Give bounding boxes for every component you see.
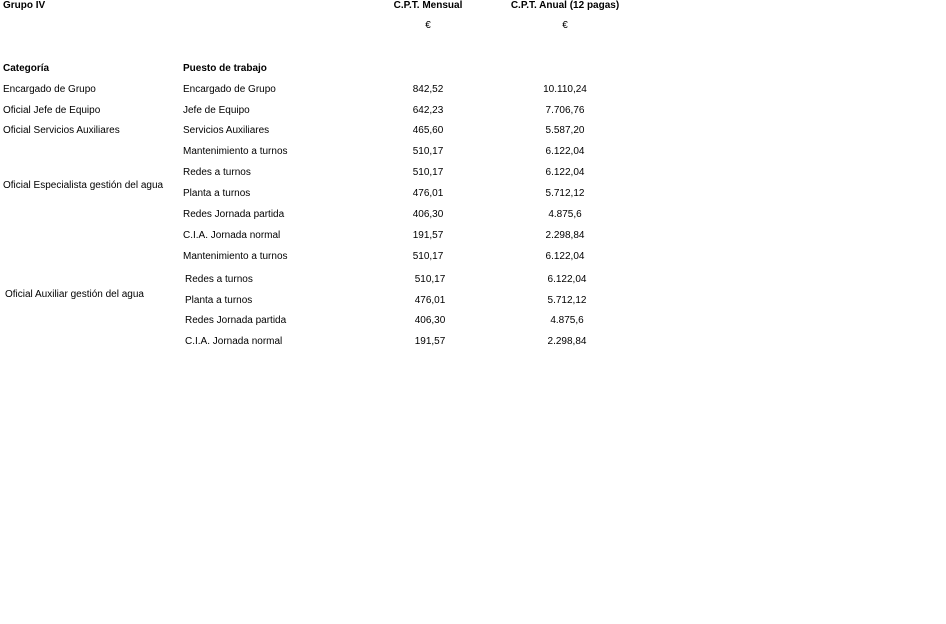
row-puesto: Redes Jornada partida	[183, 209, 285, 220]
group-title: Grupo IV	[3, 0, 46, 11]
row-puesto: C.I.A. Jornada normal	[185, 336, 283, 347]
row-anual: 5.712,12	[545, 188, 585, 199]
header-cpt-anual: C.P.T. Anual (12 pagas)	[510, 0, 620, 11]
row-mensual: 476,01	[412, 188, 444, 199]
row-puesto: Redes a turnos	[185, 274, 253, 285]
row-mensual: 406,30	[412, 209, 444, 220]
row-mensual: 191,57	[412, 230, 444, 241]
row-anual: 4.875,6	[550, 315, 584, 326]
row-puesto: Redes a turnos	[183, 167, 251, 178]
row-puesto: Jefe de Equipo	[183, 105, 250, 116]
row-anual: 6.122,04	[545, 146, 585, 157]
row-anual: 6.122,04	[545, 167, 585, 178]
category-encargado-grupo: Encargado de Grupo	[3, 84, 96, 95]
row-mensual: 465,60	[412, 125, 444, 136]
row-anual: 2.298,84	[545, 230, 585, 241]
row-puesto: Planta a turnos	[185, 295, 253, 306]
row-puesto: Redes Jornada partida	[185, 315, 287, 326]
row-puesto: Planta a turnos	[183, 188, 251, 199]
category-oficial-auxiliar: Oficial Auxiliar gestión del agua	[5, 289, 144, 300]
row-anual: 2.298,84	[547, 336, 587, 347]
currency-mensual: €	[425, 20, 431, 31]
currency-anual: €	[562, 20, 568, 31]
row-anual: 6.122,04	[545, 251, 585, 262]
row-mensual: 510,17	[414, 274, 446, 285]
row-anual: 10.110,24	[543, 84, 587, 95]
row-mensual: 510,17	[412, 251, 444, 262]
row-mensual: 476,01	[414, 295, 446, 306]
row-anual: 5.587,20	[545, 125, 585, 136]
row-mensual: 191,57	[414, 336, 446, 347]
row-anual: 6.122,04	[547, 274, 587, 285]
row-puesto: C.I.A. Jornada normal	[183, 230, 281, 241]
row-anual: 4.875,6	[548, 209, 582, 220]
row-mensual: 642,23	[412, 105, 444, 116]
row-puesto: Encargado de Grupo	[183, 84, 276, 95]
row-puesto: Mantenimiento a turnos	[183, 146, 288, 157]
header-puesto: Puesto de trabajo	[183, 63, 267, 74]
category-oficial-especialista: Oficial Especialista gestión del agua	[3, 180, 164, 191]
category-oficial-servicios-auxiliares: Oficial Servicios Auxiliares	[3, 125, 120, 136]
row-mensual: 842,52	[412, 84, 444, 95]
row-mensual: 510,17	[412, 146, 444, 157]
header-categoria: Categoría	[3, 63, 50, 74]
row-anual: 5.712,12	[547, 295, 587, 306]
row-puesto: Servicios Auxiliares	[183, 125, 270, 136]
row-puesto: Mantenimiento a turnos	[183, 251, 288, 262]
header-cpt-mensual: C.P.T. Mensual	[393, 0, 463, 11]
row-mensual: 510,17	[412, 167, 444, 178]
category-oficial-jefe-equipo: Oficial Jefe de Equipo	[3, 105, 101, 116]
row-mensual: 406,30	[414, 315, 446, 326]
row-anual: 7.706,76	[545, 105, 585, 116]
